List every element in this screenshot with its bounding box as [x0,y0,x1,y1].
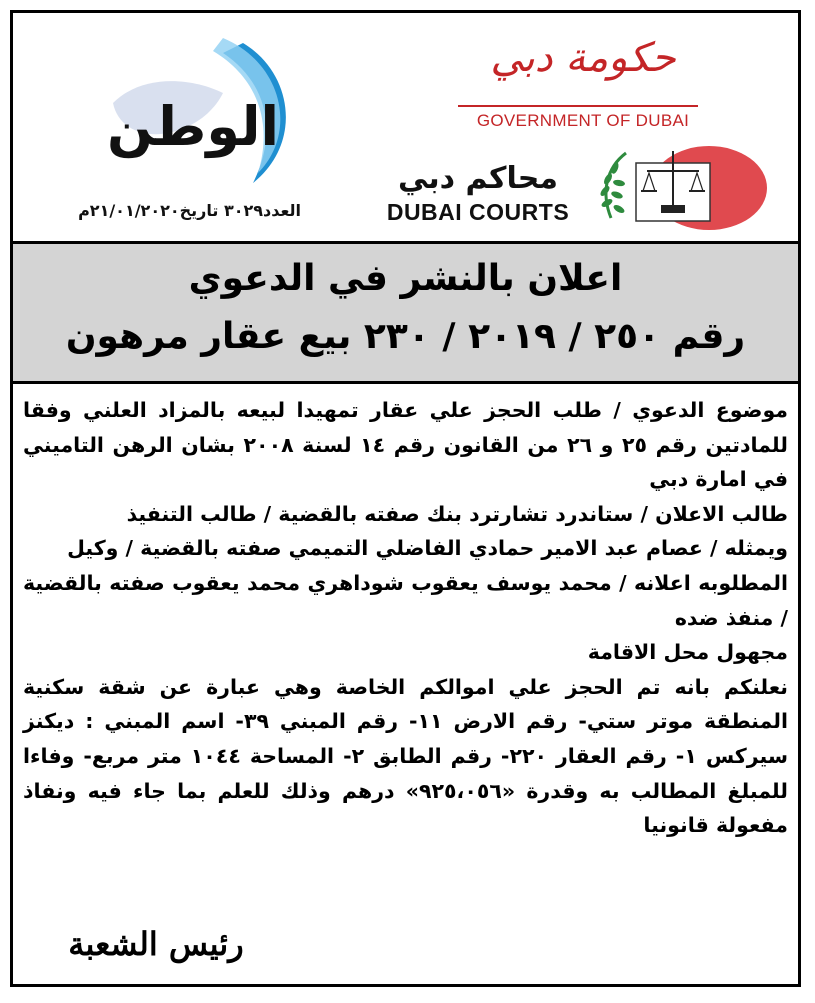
government-underline [458,105,698,107]
newspaper-name: الوطن [106,95,280,158]
header [13,13,798,238]
issue-date: العدد٣٠٢٩ تاريخ٢١/٠١/٢٠٢٠م [78,201,301,220]
government-name-arabic: حكومة دبي [490,35,676,81]
announcement-body [23,393,788,843]
advertisement-frame [10,10,801,987]
government-name-english: GOVERNMENT OF DUBAI [476,111,690,130]
defendant-paragraph: المطلوبه اعلانه / محمد يوسف يعقوب شوداهري محمد يعقوب صفته بالقضية / منفذ ضده [23,570,788,630]
announcement-title: اعلان بالنشر في الدعوي [188,258,623,299]
case-subject-paragraph: موضوع الدعوي / طلب الحجز علي عقار تمهيدا لبيعه بالمزاد العلني وفقا للمادتين رقم ٢٥ و ٢٦ من القانون رقم ١٤ لسنة ٢٠٠٨ بشان الرهن التاميني في امارة دبي [23,398,788,492]
notice-paragraph: نعلنكم بانه تم الحجز علي اموالكم الخاصة وهي عبارة عن شقة سكنية المنطقة موتر ستي- رقم الارض ١١- رقم المبني ٣٩- اسم المبني : ديكنز سيركس ١- رقم العقار ٢٢٠- رقم الطابق ٢- المساحة ١٠٤٤ متر مربع- وفاءا للمبلغ المطالب به وقدرة «٩٢٥،٠٥٦» درهم وذلك للعلم بما جاء فيه ونفاذ مفعولة قانونيا [23,674,789,838]
courts-name-english: DUBAI COURTS [386,199,570,225]
courts-name-arabic: محاكم دبي [398,161,558,196]
representative-paragraph: ويمثله / عصام عبد الامير حمادي الفاضلي التميمي صفته بالقضية / وكيل [67,536,788,561]
dubai-courts-scales-icon [591,143,771,233]
case-number-title: رقم ٢٥٠ / ٢٠١٩ / ٢٣٠ بيع عقار مرهون [65,316,746,357]
requester-paragraph: طالب الاعلان / ستاندرد تشارترد بنك صفته بالقضية / طالب التنفيذ [126,501,788,526]
title-band [13,241,798,384]
signature-title: رئيس الشعبة [68,925,244,963]
residence-paragraph: مجهول محل الاقامة [587,640,788,665]
